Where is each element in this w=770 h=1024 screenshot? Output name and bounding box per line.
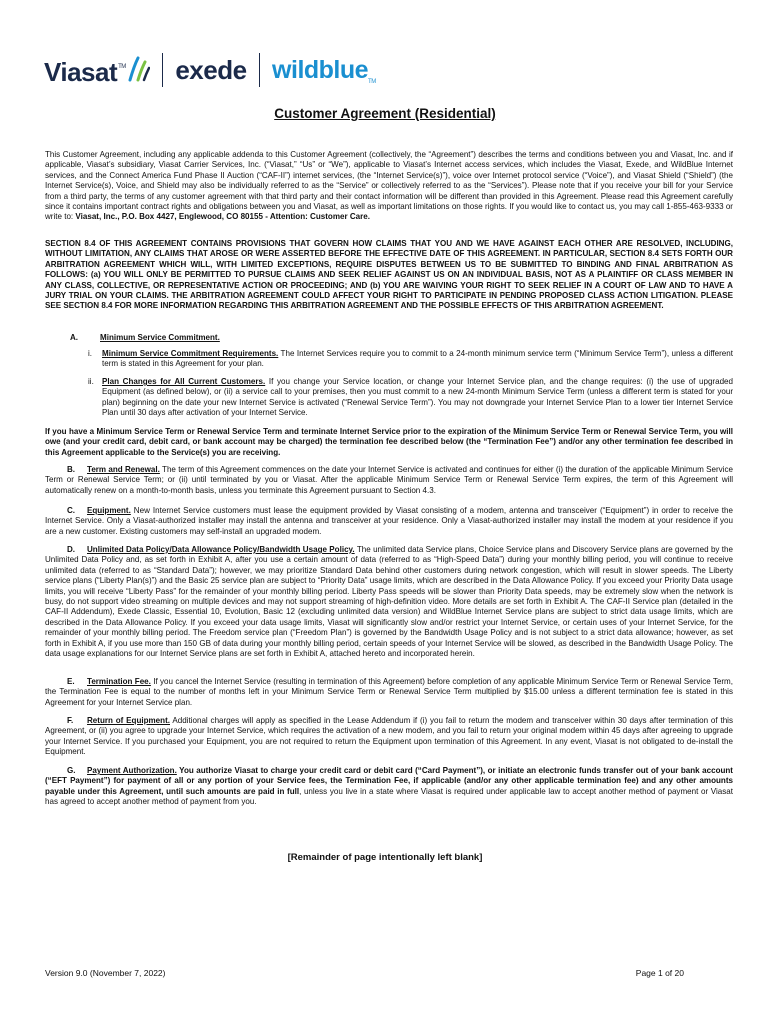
intro-paragraph — [45, 150, 733, 223]
section-a-title: Minimum Service Commitment. — [100, 333, 220, 342]
item-heading: Minimum Service Commitment Requirements. — [102, 349, 279, 358]
section-text: New Internet Service customers must lease the equipment provided by Viasat consisting of a modem, antenna and transceiver (“Equipment”) in order to receive the Internet Service. Only a Viasat-authorized installer may install the antenna and transceiver at your residence. Only a Viasat-authorized installer may install the modem at your residence if you are a new customer. Existing customers may self-install an upgraded modem. — [45, 506, 733, 536]
section-heading: Return of Equipment. — [87, 716, 170, 725]
viasat-logo-tm: TM — [118, 64, 126, 70]
section-heading: Payment Authorization. — [87, 766, 177, 775]
viasat-logo-text: Viasat — [44, 57, 118, 87]
logo-divider — [259, 53, 261, 87]
viasat-logo — [44, 52, 150, 88]
header-logos — [44, 50, 376, 90]
item-text: The Internet Services require you to commit to a 24-month minimum service term (“Minimum Service Term”), unless a different term is stated in this Agreement for your plan. — [102, 349, 733, 369]
section-heading: Term and Renewal. — [87, 465, 160, 474]
section-a-letter: A. — [70, 333, 79, 342]
section-b — [45, 465, 733, 496]
section-f — [45, 716, 733, 758]
arbitration-notice: SECTION 8.4 OF THIS AGREEMENT CONTAINS PROVISIONS THAT GOVERN HOW CLAIMS THAT YOU AND WE HAVE AGAINST EACH OTHER ARE RESOLVED, INCLUDING, WITHOUT LIMITATION, ANY CLAIMS THAT AROSE OR WERE ASSERTED BEFORE THE EFFECTIVE DATE OF THIS AGREEMENT. IN PARTICULAR, SECTION 8.4 SETS FORTH OUR ARBITRATION AGREEMENT WHICH WILL, WITH LIMITED EXCEPTIONS, REQUIRE DISPUTES BETWEEN US TO BE SUBMITTED TO BINDING AND FINAL ARBITRATION AS FOLLOWS: (a) YOU WILL ONLY BE PERMITTED TO PURSUE CLAIMS AND SEEK RELIEF AGAINST US ON AN INDIVIDUAL BASIS, NOT AS A PLAINTIFF OR CLASS MEMBER IN ANY CLASS, COLLECTIVE, OR REPRESENTATIVE ACTION OR PROCEEDING; AND (b) YOU ARE WAIVING YOUR RIGHT TO SEEK RELIEF IN A COURT OF LAW AND TO HAVE A JURY TRIAL ON YOUR CLAIMS. THE ARBITRATION AGREEMENT COULD AFFECT YOUR RIGHT TO PARTICIPATE IN PENDING PROPOSED CLASS ACTION LITIGATION. PLEASE SEE SECTION 8.4 FOR MORE INFORMATION REGARDING THIS ARBITRATION AGREEMENT AND THE POSSIBLE EFFECTS OF THIS ARBITRATION AGREEMENT. — [45, 239, 733, 311]
section-text: Additional charges will apply as specified in the Lease Addendum if (i) you fail to return the modem and transceiver within 30 days after termination of this Agreement, or (ii) you agree to upgrade your Internet Service, which requires the activation of a new modem, and you fail to return your original modem within 45 days after agreeing to upgrade your Internet Service. If you purchased your Equipment, you are not required to return the Equipment upon termination of this Agreement. In any event, Viasat is not obligated to de-install the Equipment. — [45, 716, 733, 757]
section-d — [45, 545, 733, 659]
section-e — [45, 677, 733, 708]
section-text: , unless you live in a state where Viasat is required under applicable law to accept another method of payment or Viasat has agreed to accept another method of payment from you. — [45, 786, 733, 807]
remainder-note: [Remainder of page intentionally left blank] — [287, 852, 483, 863]
viasat-swoosh-icon — [128, 52, 150, 82]
section-heading: Termination Fee. — [87, 677, 151, 686]
section-heading: Equipment. — [87, 506, 131, 515]
item-number: i. — [88, 349, 93, 358]
section-text: If you cancel the Internet Service (resulting in termination of this Agreement) before completion of any applicable Minimum Service Term or Renewal Service Term, the Termination Fee is equal to the number of months left in your Minimum Service Term or Renewal Service Term multiplied by $15.00 unless a different termination fee is stated in this Agreement for your Internet Service plan. — [45, 677, 733, 707]
section-bold-text: You authorize Viasat to charge your credit card or debit card (“Card Payment”), or initiate an electronic funds transfer out of your bank account (“EFT Payment”) for payment of all or any portion of your Service fees, the Termination Fee, if applicable (and/or any other applicable termination fee) and any other amounts payable under this Agreement, until such amounts are paid in full — [45, 766, 733, 796]
section-letter: E. — [67, 677, 75, 686]
section-a-heading — [70, 333, 220, 342]
section-letter: F. — [67, 716, 74, 725]
section-letter: D. — [67, 545, 76, 554]
intro-text: This Customer Agreement, including any applicable addenda to this Customer Agreement (collectively, the “Agreement”) describes the terms and conditions between you and Viasat, Inc. and if applicable, Viasat’s subsidiary, Viasat Carrier Services, Inc. (“Viasat,” “Us” or “We”), applicable to Viasat’s Internet access services, which includes the Viasat, Exede, and WildBlue Internet services, and the Connect America Fund Phase II Auction (“CAF-II”) internet services, (the “Internet Service(s)”), voice over Internet protocol service (“Voice”), and Viasat Shield (“Shield”) (the Internet Service(s), Voice, and Shield may also be individually referred to as the “Service” or collectively referred to as the “Services”). Please note that if you receive your bill for your Service from a third party, the terms of any customer agreement with that third party and their contact information will be different than provided in this Agreement. Please read this Agreement carefully since it contains important contract rights and obligations between you and Viasat, as well as important limitations on those rights. If you would like to contact us, you may call 1-855-463-9333 or write to: — [45, 150, 733, 222]
section-text: The unlimited data Service plans, Choice Service plans and Discovery Service plans are governed by the Unlimited Data Policy and, as set forth in Exhibit A, after you use a certain amount of data (referred to as “High-Speed Data”) during your monthly billing period, you will continue to receive unlimited data (referred to as “Standard Data”); however, we may prioritize Standard Data behind other customers during network congestion, which will result in slower speeds. The Liberty service plans (“Liberty Plan(s)”) and the Basic 25 service plan are subject to “Priority Data” usage limits, which are described in the Data Allowance Policy. If you exceed your Priority Data usage limits, you will receive “Liberty Pass” for the remainder of your monthly billing period. Liberty Pass speeds will be slower than Priority Data speeds, may be extremely slow when the network is busy, do not support video streaming on multiple devices and may not support streaming of high-definition video. More details are set forth in Exhibit A. The CAF-II Service plan (detailed in the CAF-II Addendum), Exede Classic, Essential 10, Evolution, Basic 12 (excluding unlimited data version) and WildBlue Internet Service plans are subject to strict data usage limits, which are described in the Data Allowance Policy. If you exceed your data usage limits, Viasat will significantly slow and/or restrict your Internet Service, or certain uses of your Internet Service, for the remainder of your monthly billing period. The Freedom service plan (“Freedom Plan”) is governed by the Bandwidth Usage Policy and is not subject to a strict data allowance; however, as set forth in Exhibit A, if you use more than 150 GB of data during your monthly billing period, certain speeds of your Internet Service will be slowed, as described in the Bandwidth Usage Policy. The data usage explanations for our Internet Service plans are set forth in Exhibit A, attached hereto and incorporated herein. — [45, 545, 733, 659]
logo-divider — [162, 53, 164, 87]
section-letter: G. — [67, 766, 76, 775]
wildblue-logo — [272, 56, 376, 85]
item-number: ii. — [88, 377, 94, 386]
intro-address: Viasat, Inc., P.O. Box 4427, Englewood, CO 80155 - Attention: Customer Care. — [75, 212, 370, 222]
section-c — [45, 506, 733, 537]
footer-version: Version 9.0 (November 7, 2022) — [45, 968, 166, 978]
section-letter: B. — [67, 465, 76, 474]
page-title: Customer Agreement (Residential) — [274, 106, 496, 121]
section-a-item-i — [88, 349, 733, 370]
section-letter: C. — [67, 506, 76, 515]
termination-notice: If you have a Minimum Service Term or Renewal Service Term and terminate Internet Service prior to the expiration of the Minimum Service Term or Renewal Service Term, you will owe (and your credit card, debit card, or bank account may be charged) the termination fee described below (the “Termination Fee”) and/or any other termination fee described in this Agreement applicable to the Service(s) you are receiving. — [45, 427, 733, 457]
wildblue-logo-tm: TM — [368, 78, 376, 85]
item-text: If you change your Service location, or change your Internet Service plan, and the change requires: (i) the use of upgraded Equipment (as defined below), or (ii) a service call to your premises, then you must commit to a new 24-month Minimum Service Term (unless a different term is stated for your plan) beginning on the date your new Internet Service is activated (“Renewal Service Term”). You may not downgrade your Internet Service Plan to a lower tier Internet Service Plan until 30 days after activation of your Internet Service. — [102, 377, 733, 418]
exede-logo: exede — [175, 54, 247, 85]
section-a-item-ii — [88, 377, 733, 419]
section-heading: Unlimited Data Policy/Data Allowance Policy/Bandwidth Usage Policy. — [87, 545, 355, 554]
item-heading: Plan Changes for All Current Customers. — [102, 377, 266, 386]
wildblue-logo-text: wildblue — [272, 55, 369, 84]
section-g — [45, 766, 733, 808]
section-text: The term of this Agreement commences on the date your Internet Service is activated and continues for either (i) the duration of the applicable Minimum Service Term or Renewal Service Term; or (ii) until terminated by you or Viasat. After the applicable Minimum Service Term or Renewal Service Term expires, the term of this Agreement will automatically renew on a month-to-month basis, unless you terminate this Agreement pursuant to Section 4.3. — [45, 465, 733, 495]
footer-page-number: Page 1 of 20 — [635, 968, 684, 978]
